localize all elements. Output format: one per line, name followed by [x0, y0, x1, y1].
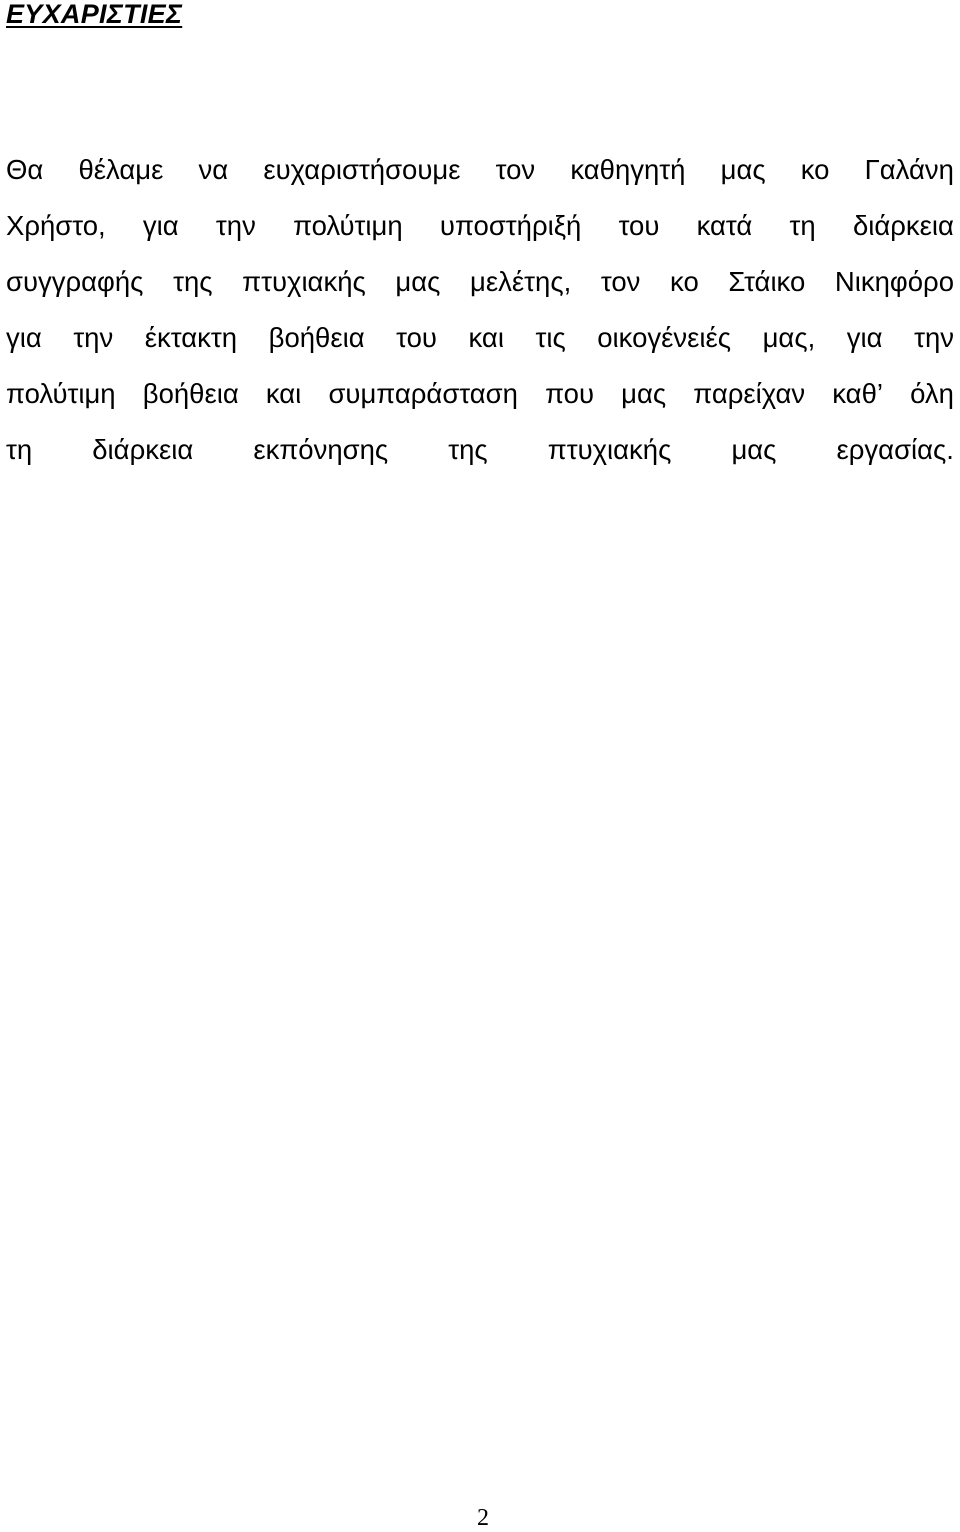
word: εργασίας.: [836, 434, 954, 465]
word: παρείχαν: [693, 378, 806, 409]
word: Στάικο: [728, 266, 806, 297]
word: υποστήριξή: [439, 210, 582, 241]
word: μελέτης,: [470, 266, 572, 297]
word: και: [468, 322, 504, 353]
word: την: [73, 322, 114, 353]
word: όλη: [910, 378, 954, 409]
word: του: [396, 322, 437, 353]
page-title: ΕΥΧΑΡΙΣΤΙΕΣ: [6, 0, 183, 29]
word: Χρήστο,: [6, 210, 106, 241]
word: βοήθεια: [268, 322, 365, 353]
acknowledgements-paragraph: [6, 142, 954, 478]
word: συμπαράσταση: [328, 378, 518, 409]
word: για: [846, 322, 883, 353]
word: συγγραφής: [6, 266, 144, 297]
word: πτυχιακής: [547, 434, 672, 465]
text-line: [6, 422, 954, 478]
word: κατά: [696, 210, 753, 241]
word: Γαλάνη: [864, 154, 954, 185]
word: για: [142, 210, 179, 241]
text-line: [6, 366, 954, 422]
word: Νικηφόρο: [834, 266, 954, 297]
page-number: 2: [477, 1505, 489, 1531]
word: εκπόνησης: [253, 434, 389, 465]
word: της: [173, 266, 213, 297]
word: για: [6, 322, 42, 353]
word: καθηγητή: [570, 154, 686, 185]
word: του: [618, 210, 660, 241]
word: μας: [621, 378, 667, 409]
word: βοήθεια: [142, 378, 239, 409]
word: πολύτιμη: [6, 378, 116, 409]
word: διάρκεια: [852, 210, 954, 241]
word: τον: [495, 154, 536, 185]
word: μας: [731, 434, 777, 465]
word: και: [265, 378, 302, 409]
word: Θα: [6, 154, 44, 185]
word: μας: [395, 266, 441, 297]
word: ευχαριστήσουμε: [263, 154, 461, 185]
word: τη: [6, 434, 33, 465]
word: κο: [670, 266, 699, 297]
text-line: [6, 310, 954, 366]
word: καθ’: [832, 378, 883, 409]
word: της: [448, 434, 488, 465]
word: μας,: [762, 322, 816, 353]
word: πολύτιμη: [293, 210, 403, 241]
text-line: [6, 142, 954, 198]
word: που: [545, 378, 594, 409]
text-line: [6, 254, 954, 310]
word: πτυχιακής: [242, 266, 366, 297]
word: έκτακτη: [144, 322, 238, 353]
word: οικογένειές: [597, 322, 732, 353]
word: τη: [789, 210, 816, 241]
word: διάρκεια: [92, 434, 194, 465]
word: την: [914, 322, 954, 353]
word: τον: [600, 266, 641, 297]
word: θέλαμε: [78, 154, 164, 185]
word: κο: [800, 154, 830, 185]
word: να: [198, 154, 229, 185]
word: τις: [535, 322, 566, 353]
text-line: [6, 198, 954, 254]
word: μας: [720, 154, 766, 185]
word: την: [215, 210, 256, 241]
